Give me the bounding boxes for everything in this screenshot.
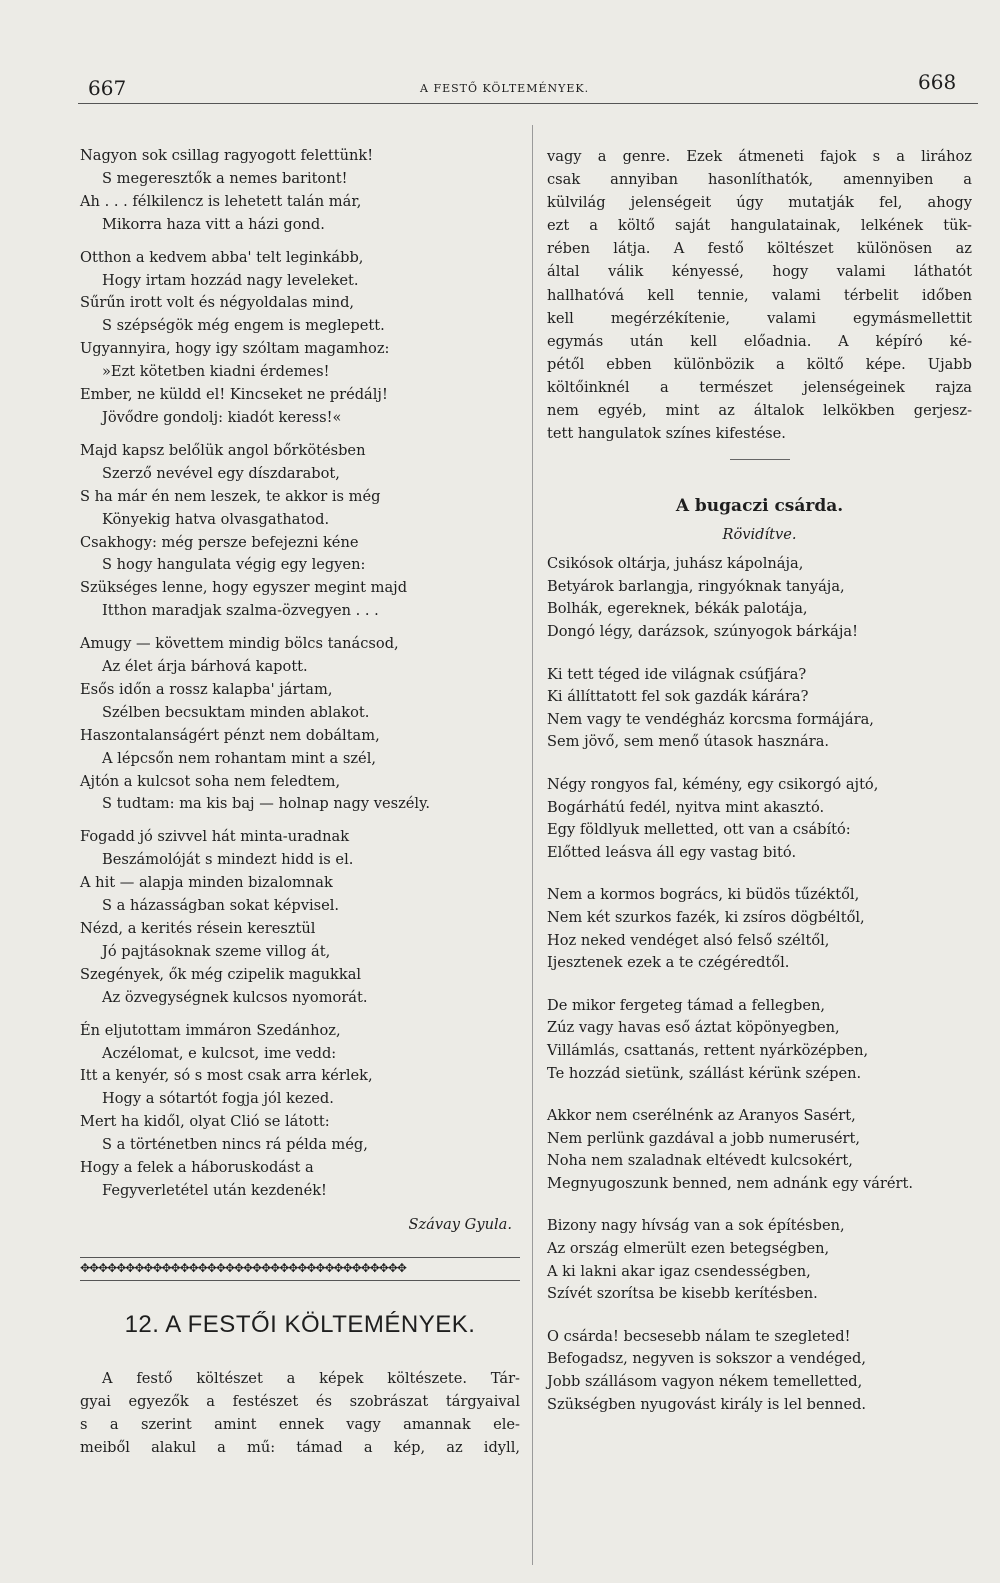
stanza: [80, 1020, 520, 1203]
verse-line: Megnyugoszunk benned, nem adnánk egy várért.: [547, 1174, 914, 1192]
verse-line: Nézd, a kerités résein keresztül: [80, 920, 316, 937]
paragraph-line: által válik kényessé, hogy valami láthatót: [547, 263, 972, 281]
verse-line: Szükséges lenne, hogy egyszer megint majd: [80, 579, 408, 597]
verse-line: Noha nem szaladnak eltévedt kulcsokért,: [547, 1152, 853, 1170]
verse-line: Nem két szurkos fazék, ki zsíros dögbéltől,: [547, 908, 865, 926]
stanza: [80, 247, 520, 430]
verse-line: Fogadd jó szivvel hát minta-uradnak: [80, 828, 350, 846]
verse-line: Szegények, ők még czipelik magukkal: [80, 965, 362, 983]
stanza: [547, 884, 972, 974]
verse-line: Majd kapsz belőlük angol bőrkötésben: [80, 441, 366, 459]
running-header: A FESTŐ KÖLTEMÉNYEK.: [420, 82, 590, 95]
verse-line: Nem vagy te vendégház korcsma formájára,: [547, 710, 874, 728]
stanza: [80, 145, 520, 237]
stanza: [547, 995, 972, 1085]
left-column: [80, 145, 520, 1459]
verse-line: Sűrűn irott volt és négyoldalas mind,: [80, 294, 355, 312]
verse-line: Szerző nevével egy díszdarabot,: [102, 464, 340, 482]
verse-line: Itt a kenyér, só s most csak arra kérlek,: [80, 1067, 373, 1085]
verse-line: Hogy irtam hozzád nagy leveleket.: [102, 271, 359, 289]
paragraph-line: ezt a költő saját hangulatainak, lelkének tük-: [547, 217, 972, 235]
stanza: [547, 1105, 972, 1195]
verse-line: Az élet árja bárhová kapott.: [102, 658, 308, 676]
verse-line: Jobb szállásom vagyon nékem temelletted,: [547, 1373, 863, 1391]
section-paragraph: [80, 1367, 520, 1459]
verse-line: Otthon a kedvem abba' telt leginkább,: [80, 248, 364, 266]
verse-line: Ki tett téged ide világnak csúfjára?: [547, 665, 807, 683]
verse-line: Nagyon sok csillag ragyogott felettünk!: [80, 147, 374, 164]
verse-line: Ajtón a kulcsot soha nem feledtem,: [80, 772, 341, 790]
verse-line: A ki lakni akar igaz csendességben,: [547, 1262, 811, 1280]
verse-line: Esős időn a rossz kalapba' jártam,: [80, 680, 333, 698]
stanza: [547, 1215, 972, 1305]
right-column: [547, 145, 972, 1436]
paragraph-line: egymás után kell előadnia. A képíró ké-: [547, 332, 972, 350]
verse-line: Sem jövő, sem menő útasok hasznára.: [547, 733, 830, 751]
stanza: [80, 633, 520, 816]
verse-line: Egy földlyuk melletted, ott van a csábító:: [547, 821, 851, 839]
paragraph-line: gyai egyezők a festészet és szobrászat tárgyaival: [80, 1392, 520, 1410]
verse-line: Hogy a sótartót fogja jól kezed.: [102, 1090, 334, 1108]
verse-line: Te hozzád sietünk, szállást kérünk szépen.: [547, 1064, 862, 1082]
verse-line: Az özvegységnek kulcsos nyomorát.: [102, 988, 368, 1006]
verse-line: Ember, ne küldd el! Kincseket ne prédálj!: [80, 386, 388, 404]
paragraph-line: külvilág jelenségeit úgy mutatják fel, ahogy: [547, 194, 972, 212]
intro-paragraph: [547, 145, 972, 445]
verse-line: S ha már én nem leszek, te akkor is még: [80, 487, 381, 505]
paragraph-line: hallhatóvá kell tennie, valami térbelit időben: [547, 286, 972, 304]
column-divider: [532, 125, 533, 1565]
paragraph-line: pétől ebben különbözik a költő képe. Ujabb: [547, 355, 972, 373]
verse-line: S hogy hangulata végig egy legyen:: [102, 556, 366, 574]
verse-line: Előtted leásva áll egy vastag bitó.: [547, 843, 797, 861]
poem-signature: Szávay Gyula.: [408, 1215, 512, 1233]
verse-line: Bizony nagy hívság van a sok építésben,: [547, 1217, 845, 1235]
verse-line: Én eljutottam immáron Szedánhoz,: [80, 1021, 341, 1039]
verse-line: Mikorra haza vitt a házi gond.: [102, 215, 325, 233]
stanza: [547, 774, 972, 864]
verse-line: Villámlás, csattanás, rettent nyárközépben,: [547, 1041, 869, 1059]
verse-line: S a történetben nincs rá példa még,: [102, 1136, 368, 1154]
verse-line: Haszontalanságért pénzt nem dobáltam,: [80, 726, 380, 744]
verse-line: Mert ha kidől, olyat Clió se látott:: [80, 1113, 330, 1131]
verse-line: Fegyverletétel után kezdenék!: [102, 1181, 327, 1199]
paragraph-line: nem egyéb, mint az általok lelkökben gerjesz-: [547, 402, 972, 420]
verse-line: Ki állíttatott fel sok gazdák kárára?: [547, 688, 809, 706]
poem-title: A bugaczi csárda.: [675, 496, 844, 517]
verse-line: Négy rongyos fal, kémény, egy csikorgó ajtó,: [547, 775, 879, 793]
verse-line: Amugy — követtem mindig bölcs tanácsod,: [80, 635, 399, 653]
verse-line: Bolhák, egereknek, békák palotája,: [547, 600, 808, 618]
left-poem: [80, 145, 520, 1203]
paragraph-line: kell megérzékítenie, valami egymásmellettit: [547, 309, 972, 327]
left-page-number: 667: [88, 76, 127, 100]
verse-line: Szükségben nyugovást király is lel benned.: [547, 1395, 867, 1413]
stanza: [547, 553, 972, 643]
paragraph-line: s a szerint amint ennek vagy amannak ele-: [80, 1415, 520, 1433]
verse-line: Betyárok barlangja, ringyóknak tanyája,: [547, 577, 845, 595]
verse-line: Zúz vagy havas eső áztat köpönyegben,: [547, 1019, 840, 1037]
verse-line: Bogárhátú fedél, nyitva mint akasztó.: [547, 798, 825, 816]
verse-line: Befogadsz, negyven is sokszor a vendéged,: [547, 1350, 866, 1368]
verse-line: Szélben becsuktam minden ablakot.: [102, 703, 370, 721]
paragraph-line: rében látja. A festő költészet különösen az: [547, 240, 972, 258]
verse-line: Könyekig hatva olvasgathatod.: [102, 510, 330, 528]
ornament-divider: ✥✥✥✥✥✥✥✥✥✥✥✥✥✥✥✥✥✥✥✥✥✥✥✥✥✥✥✥✥✥✥✥✥✥✥✥: [80, 1257, 520, 1281]
paragraph-line: tett hangulatok színes kifestése.: [547, 425, 786, 443]
verse-line: Jövődre gondolj: kiadót keress!«: [102, 408, 342, 426]
verse-line: Szívét szorítsa be kisebb kerítésben.: [547, 1285, 818, 1303]
header-rule: [78, 103, 978, 104]
verse-line: De mikor fergeteg támad a fellegben,: [547, 996, 825, 1014]
verse-line: Beszámolóját s mindezt hidd is el.: [102, 851, 354, 869]
verse-line: Az ország elmerült ezen betegségben,: [547, 1240, 830, 1258]
verse-line: Akkor nem cserélnénk az Aranyos Sasért,: [547, 1107, 856, 1125]
paragraph-line: költőinknél a természet jelenségeinek rajza: [547, 378, 972, 396]
verse-line: S szépségök még engem is meglepett.: [102, 317, 385, 335]
verse-line: S tudtam: ma kis baj — holnap nagy veszély.: [102, 795, 431, 813]
poem-subtitle: Rövidítve.: [722, 526, 797, 544]
verse-line: Nem perlünk gazdával a jobb numerusért,: [547, 1129, 861, 1147]
verse-line: Dongó légy, darázsok, szúnyogok bárkája!: [547, 623, 858, 640]
paragraph-line: csak annyiban hasonlíthatók, amennyiben a: [547, 171, 972, 189]
verse-line: »Ezt kötetben kiadni érdemes!: [102, 363, 330, 381]
verse-line: Csikósok oltárja, juhász kápolnája,: [547, 555, 804, 573]
paragraph-line: meiből alakul a mű: támad a kép, az idyll,: [80, 1438, 520, 1456]
verse-line: Nem a kormos bogrács, ki büdös tűzéktől,: [547, 886, 860, 904]
verse-line: Hoz neked vendéget alsó felső széltől,: [547, 931, 830, 949]
verse-line: Jó pajtásoknak szeme villog át,: [102, 942, 331, 960]
verse-line: Ah . . . félkilencz is lehetett talán már,: [80, 192, 362, 210]
verse-line: Itthon maradjak szalma-özvegyen . . .: [102, 602, 379, 620]
stanza: [547, 1326, 972, 1416]
paragraph-line: A festő költészet a képek költészete. Tár-: [102, 1369, 520, 1387]
verse-line: Hogy a felek a háboruskodást a: [80, 1159, 314, 1177]
right-page-number: 668: [918, 70, 957, 94]
verse-line: Aczélomat, e kulcsot, ime vedd:: [102, 1044, 337, 1062]
stanza: [547, 664, 972, 754]
stanza: [80, 826, 520, 1009]
verse-line: Ugyannyira, hogy igy szóltam magamhoz:: [80, 340, 390, 358]
verse-line: A lépcsőn nem rohantam mint a szél,: [102, 749, 376, 767]
verse-line: Ijesztenek ezek a te czégéredtől.: [547, 954, 790, 972]
verse-line: O csárda! becsesebb nálam te szegleted!: [547, 1327, 851, 1345]
right-poem: [547, 553, 972, 1416]
stanza: [80, 440, 520, 623]
verse-line: S megeresztők a nemes baritont!: [102, 169, 348, 187]
verse-line: Csakhogy: még persze befejezni kéne: [80, 533, 359, 551]
paragraph-line: vagy a genre. Ezek átmeneti fajok s a lirához: [547, 148, 972, 165]
section-title: 12. A FESTŐI KÖLTEMÉNYEK.: [124, 1310, 476, 1338]
short-rule: [730, 459, 790, 460]
verse-line: A hit — alapja minden bizalomnak: [80, 874, 333, 892]
verse-line: S a házasságban sokat képvisel.: [102, 897, 340, 915]
